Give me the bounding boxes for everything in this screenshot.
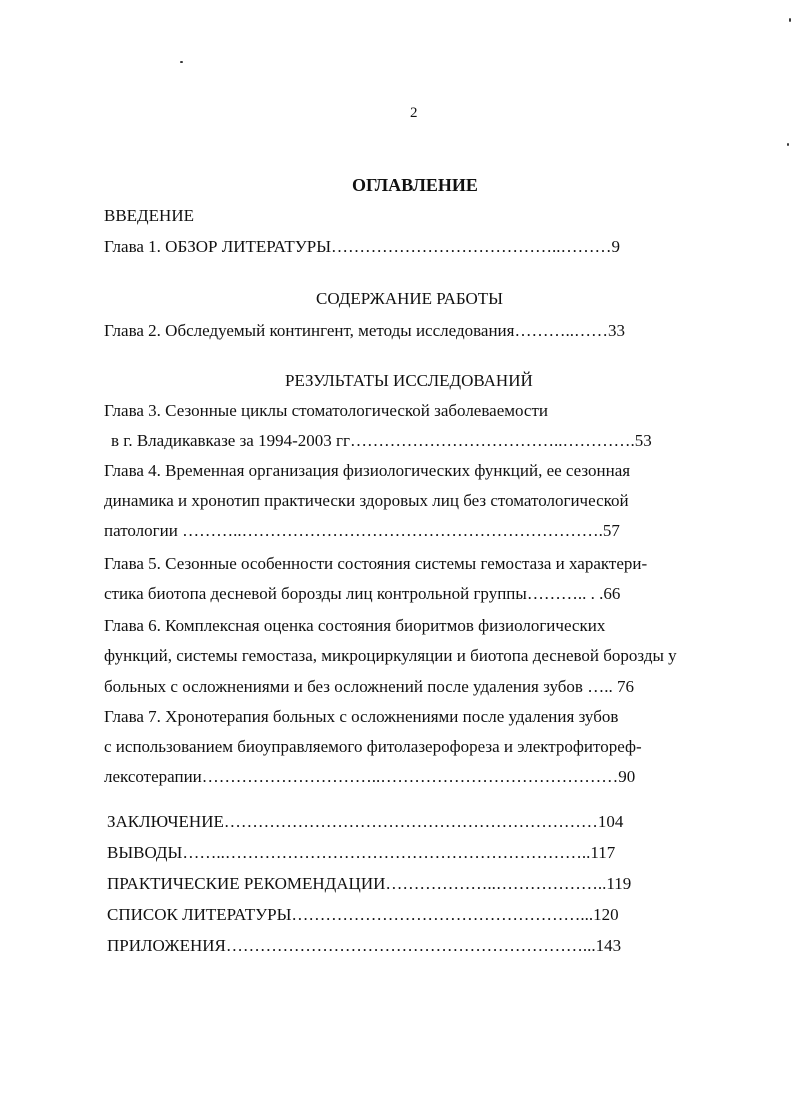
toc-chapter-6-line-2: функций, системы гемостаза, микроциркуляции и биотопа десневой борозды у: [104, 646, 677, 665]
toc-chapter-4-line-2: динамика и хронотип практически здоровых лиц без стоматологической: [104, 491, 629, 510]
toc-title: ОГЛАВЛЕНИЕ: [352, 175, 478, 195]
toc-appendices: ПРИЛОЖЕНИЯ………………………………………………………...143: [107, 936, 622, 955]
toc-intro-heading: ВВЕДЕНИЕ: [104, 206, 194, 225]
toc-findings: ВЫВОДЫ……..………………………………………………………..117: [107, 843, 616, 862]
toc-chapter-7-line-3: лексотерапии…………………………..……………………………………90: [104, 767, 636, 786]
toc-chapter-1: Глава 1. ОБЗОР ЛИТЕРАТУРЫ…………………………………..………9: [104, 237, 621, 256]
toc-conclusion: ЗАКЛЮЧЕНИЕ…………………………………………………………104: [107, 812, 624, 831]
page-number: 2: [410, 105, 418, 121]
toc-chapter-2: Глава 2. Обследуемый контингент, методы исследования………..……33: [104, 321, 625, 340]
toc-chapter-3-line-1: Глава 3. Сезонные циклы стоматологической заболеваемости: [104, 401, 548, 420]
toc-section-content: СОДЕРЖАНИЕ РАБОТЫ: [316, 289, 503, 308]
scan-speck: [789, 18, 791, 22]
toc-chapter-7-line-2: с использованием биоуправляемого фитолазерофореза и электрофитореф-: [104, 737, 642, 756]
toc-chapter-5-line-1: Глава 5. Сезонные особенности состояния системы гемостаза и характери-: [104, 554, 648, 573]
toc-chapter-7-line-1: Глава 7. Хронотерапия больных с осложнениями после удаления зубов: [104, 707, 619, 726]
scan-speck: [180, 61, 183, 63]
toc-chapter-6-line-1: Глава 6. Комплексная оценка состояния биоритмов физиологических: [104, 616, 606, 635]
toc-section-results: РЕЗУЛЬТАТЫ ИССЛЕДОВАНИЙ: [285, 371, 533, 390]
toc-references: СПИСОК ЛИТЕРАТУРЫ……………………………………………...120: [107, 905, 619, 924]
toc-chapter-4-line-3: патологии ………..……………………………………………………….57: [104, 521, 620, 540]
toc-chapter-6-line-3: больных с осложнениями и без осложнений после удаления зубов ….. 76: [104, 677, 634, 696]
toc-recommendations: ПРАКТИЧЕСКИЕ РЕКОМЕНДАЦИИ………………..………………..119: [107, 874, 632, 893]
toc-chapter-4-line-1: Глава 4. Временная организация физиологических функций, ее сезонная: [104, 461, 631, 480]
toc-chapter-3-line-2: в г. Владикавказе за 1994-2003 гг………………………………..………….53: [111, 431, 652, 450]
scan-speck: [787, 143, 789, 146]
toc-chapter-5-line-2: стика биотопа десневой борозды лиц контрольной группы……….. . .66: [104, 584, 621, 603]
